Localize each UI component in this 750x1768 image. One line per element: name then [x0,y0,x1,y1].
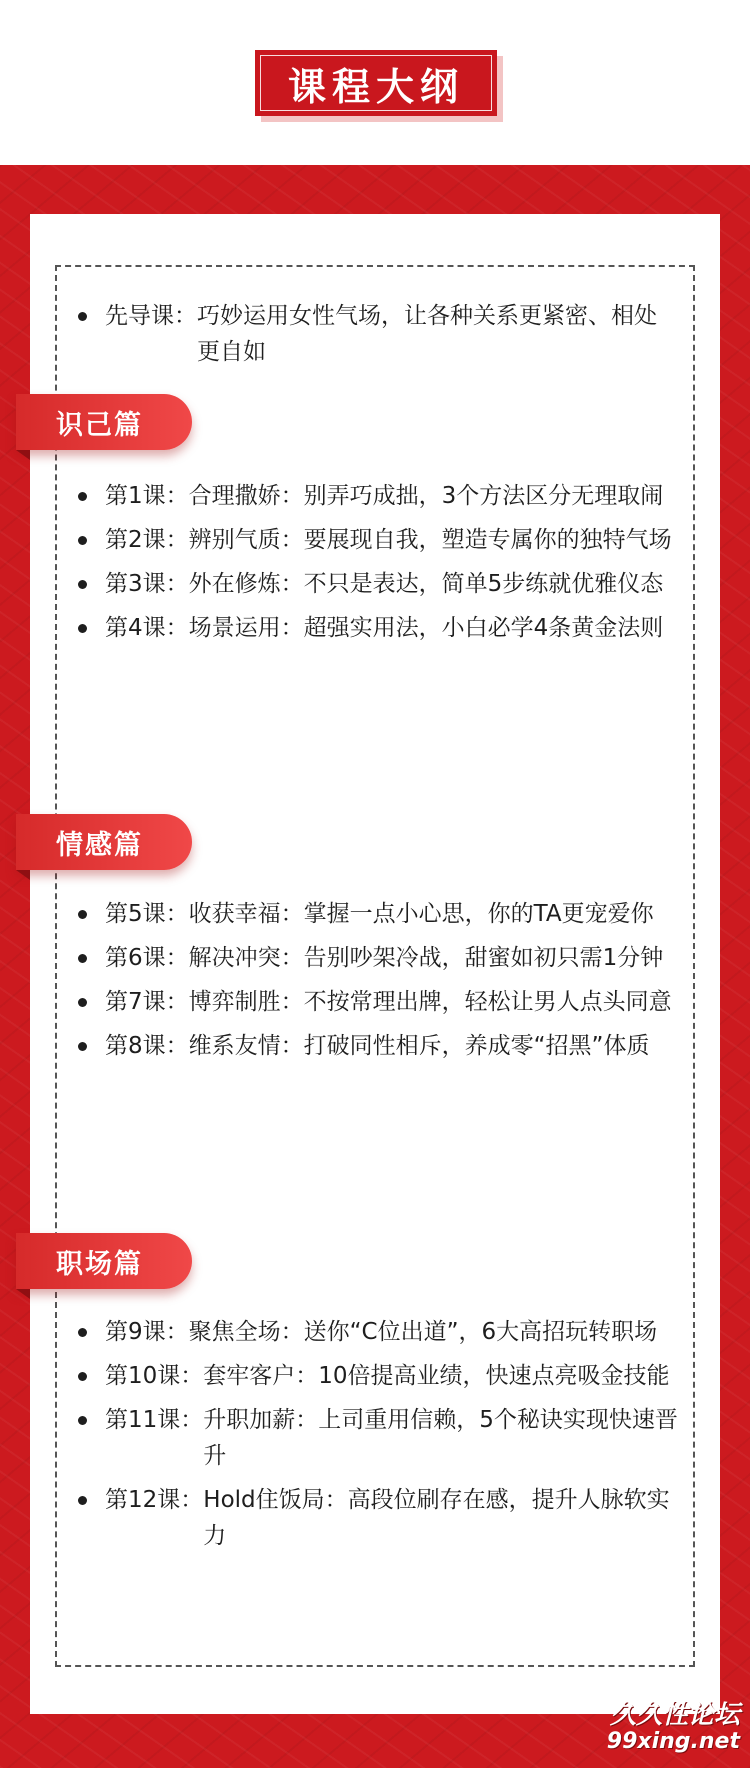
intro-lesson [78,298,678,378]
lesson-text: 收获幸福：掌握一点小心思，你的TA更宠爱你 [188,901,654,927]
bullet-icon [78,954,87,963]
lesson-text: 辨别气质：要展现自我，塑造专属你的独特气场 [188,527,672,553]
page-title: 课程大纲 [287,63,464,109]
lesson-prefix: 第10课： [105,1363,204,1389]
bullet-icon [78,1416,87,1425]
bullet-icon [78,1496,87,1505]
lesson-text: 聚焦全场：送你“C位出道”，6大高招玩转职场 [188,1319,658,1345]
list-item [78,1402,688,1474]
list-item [78,610,688,646]
bullet-icon [78,536,87,545]
lesson-prefix: 第11课： [105,1407,204,1433]
lesson-text: 合理撒娇：别弄巧成拙，3个方法区分无理取闹 [188,483,664,509]
bullet-icon [78,580,87,589]
bullet-icon [78,910,87,919]
page-header [0,0,750,165]
list-item [78,896,688,932]
lesson-text: 外在修炼：不只是表达，简单5步练就优雅仪态 [188,571,664,597]
title-banner [255,50,497,116]
lesson-prefix: 先导课： [105,303,197,329]
lesson-prefix: 第2课： [105,527,189,553]
section-label: 职场篇 [56,1248,143,1280]
bullet-icon [78,1042,87,1051]
lesson-text: Hold住饭局：高段位刷存在感，提升人脉软实力 [203,1487,670,1549]
lesson-text: 解决冲突：告别吵架冷战，甜蜜如初只需1分钟 [188,945,664,971]
bullet-icon [78,998,87,1007]
section-tab-2 [16,814,192,870]
lesson-prefix: 第12课： [105,1487,204,1513]
lesson-prefix: 第4课： [105,615,189,641]
section-tab-3 [16,1233,192,1289]
section-label: 情感篇 [56,829,143,861]
section-1-list [78,478,688,654]
bullet-icon [78,312,87,321]
list-item [78,522,688,558]
lesson-prefix: 第7课： [105,989,189,1015]
section-2-list [78,896,688,1072]
lesson-text: 博弈制胜：不按常理出牌，轻松让男人点头同意 [188,989,672,1015]
lesson-prefix: 第6课： [105,945,189,971]
bullet-icon [78,1328,87,1337]
list-item [78,1358,688,1394]
lesson-prefix: 第9课： [105,1319,189,1345]
list-item [78,1482,688,1554]
list-item [78,940,688,976]
lesson-prefix: 第1课： [105,483,189,509]
list-item [78,984,688,1020]
lesson-text: 套牢客户：10倍提高业绩，快速点亮吸金技能 [203,1363,670,1389]
list-item [78,1028,688,1064]
list-item [78,566,688,602]
lesson-text: 巧妙运用女性气场，让各种关系更紧密、相处更自如 [197,303,657,365]
list-item [78,478,688,514]
site-watermark [607,1700,740,1754]
lesson-prefix: 第5课： [105,901,189,927]
section-3-list [78,1314,688,1562]
lesson-prefix: 第3课： [105,571,189,597]
lesson-text: 维系友情：打破同性相斥，养成零“招黑”体质 [188,1033,650,1059]
bullet-icon [78,624,87,633]
watermark-name: 久久性论坛 [609,1700,740,1730]
lesson-text: 场景运用：超强实用法，小白必学4条黄金法则 [188,615,664,641]
lesson-text: 升职加薪：上司重用信赖，5个秘诀实现快速晋升 [203,1407,678,1469]
bullet-icon [78,1372,87,1381]
section-label: 识己篇 [56,409,143,441]
section-tab-1 [16,394,192,450]
lesson-prefix: 第8课： [105,1033,189,1059]
list-item [78,1314,688,1350]
watermark-url: 99xing.net [606,1729,740,1754]
bullet-icon [78,492,87,501]
list-item [78,298,678,370]
